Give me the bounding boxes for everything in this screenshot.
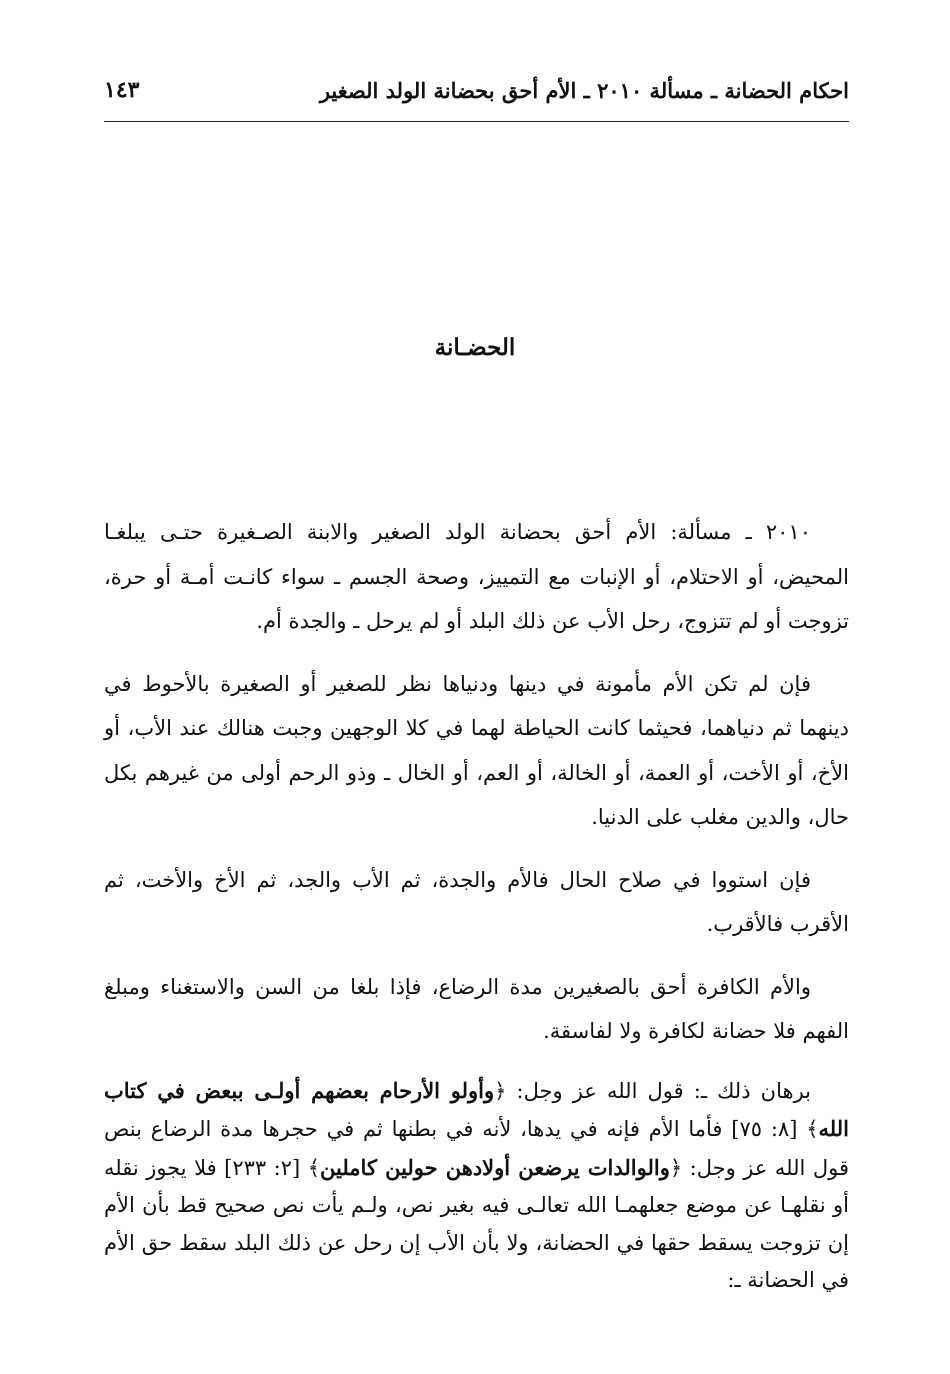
paragraph-untrustworthy-mother: فإن لم تكن الأم مأمونة في دينها ودنياها نظر للصغير أو الصغيرة بالأحوط في دينهما ثم دنياهما، فحيثما كانت الحياطة لهما في كلا الوجهين وجبت هنالك عند الأب، أو الأخ، أو الأخت، أو العمة، أو الخالة، أو العم، أو الخال ـ وذو الرحم أولى من غيرهم بكل حال، والدين مغلب على الدنيا. (104, 671, 849, 829)
section-title: الحضـانة (434, 334, 516, 361)
running-title: احكام الحضانة ـ مسألة ٢٠١٠ ـ الأم أحق بحضانة الولد الصغير (319, 77, 849, 103)
quran-verse-1: وأولو الأرحام بعضهم أولـى ببعض في كتاب الله (104, 1077, 849, 1141)
paragraph-masala-2010: ٢٠١٠ ـ مسألة: الأم أحق بحضانة الولد الصغير والابنة الصـغيرة حتـى يبلغـا المحيض، أو الاحتلام، أو الإنبات مع التمييز، وصحة الجسم ـ سواء كانـت أمـة أو حرة، تزوجت أو لم تتزوج، رحل الأب عن ذلك البلد أو لم يرحل ـ والجدة أم. (104, 520, 849, 633)
proof-text-3: ﴾ [٢: ٢٣٣] فلا يجوز نقله أو نقلهـا عن موضع جعلهمـا الله تعالـى فيه بغير نص، ولـم يأت نص صحيح قط بأن الأم إن تزوجت يسقط حقها في الحضانة، ولا بأن الأب إن رحل عن ذلك البلد سقط حق الأم في الحضانة ـ: (104, 1155, 849, 1292)
paragraph-proof (104, 1072, 849, 1300)
paragraph-non-muslim-mother: والأم الكافرة أحق بالصغيرين مدة الرضاع، فإذا بلغا من السن والاستغناء ومبلغ الفهم فلا حضانة لكافرة ولا لفاسقة. (104, 974, 849, 1043)
header-rule (104, 121, 849, 122)
proof-text-2: ﴾ [٨: ٧٥] فأما الأم فإنه في يدها، لأنه في بطنها ثم في حجرها مدة الرضاع بنص قول الله عز وجل: ﴿ (104, 1117, 849, 1180)
quran-verse-2: والوالدات يرضعن أولادهن حولين كاملين (320, 1154, 670, 1180)
body-text (104, 510, 849, 1318)
page-header (104, 68, 849, 112)
paragraph-equal-status: فإن استووا في صلاح الحال فالأم والجدة، ثم الأب والجد، ثم الأخ والأخت، ثم الأقرب فالأقرب. (104, 867, 849, 936)
proof-text-1: برهان ذلك ـ: قول الله عز وجل: ﴿ (494, 1078, 811, 1103)
page-number: ١٤٣ (104, 77, 140, 103)
